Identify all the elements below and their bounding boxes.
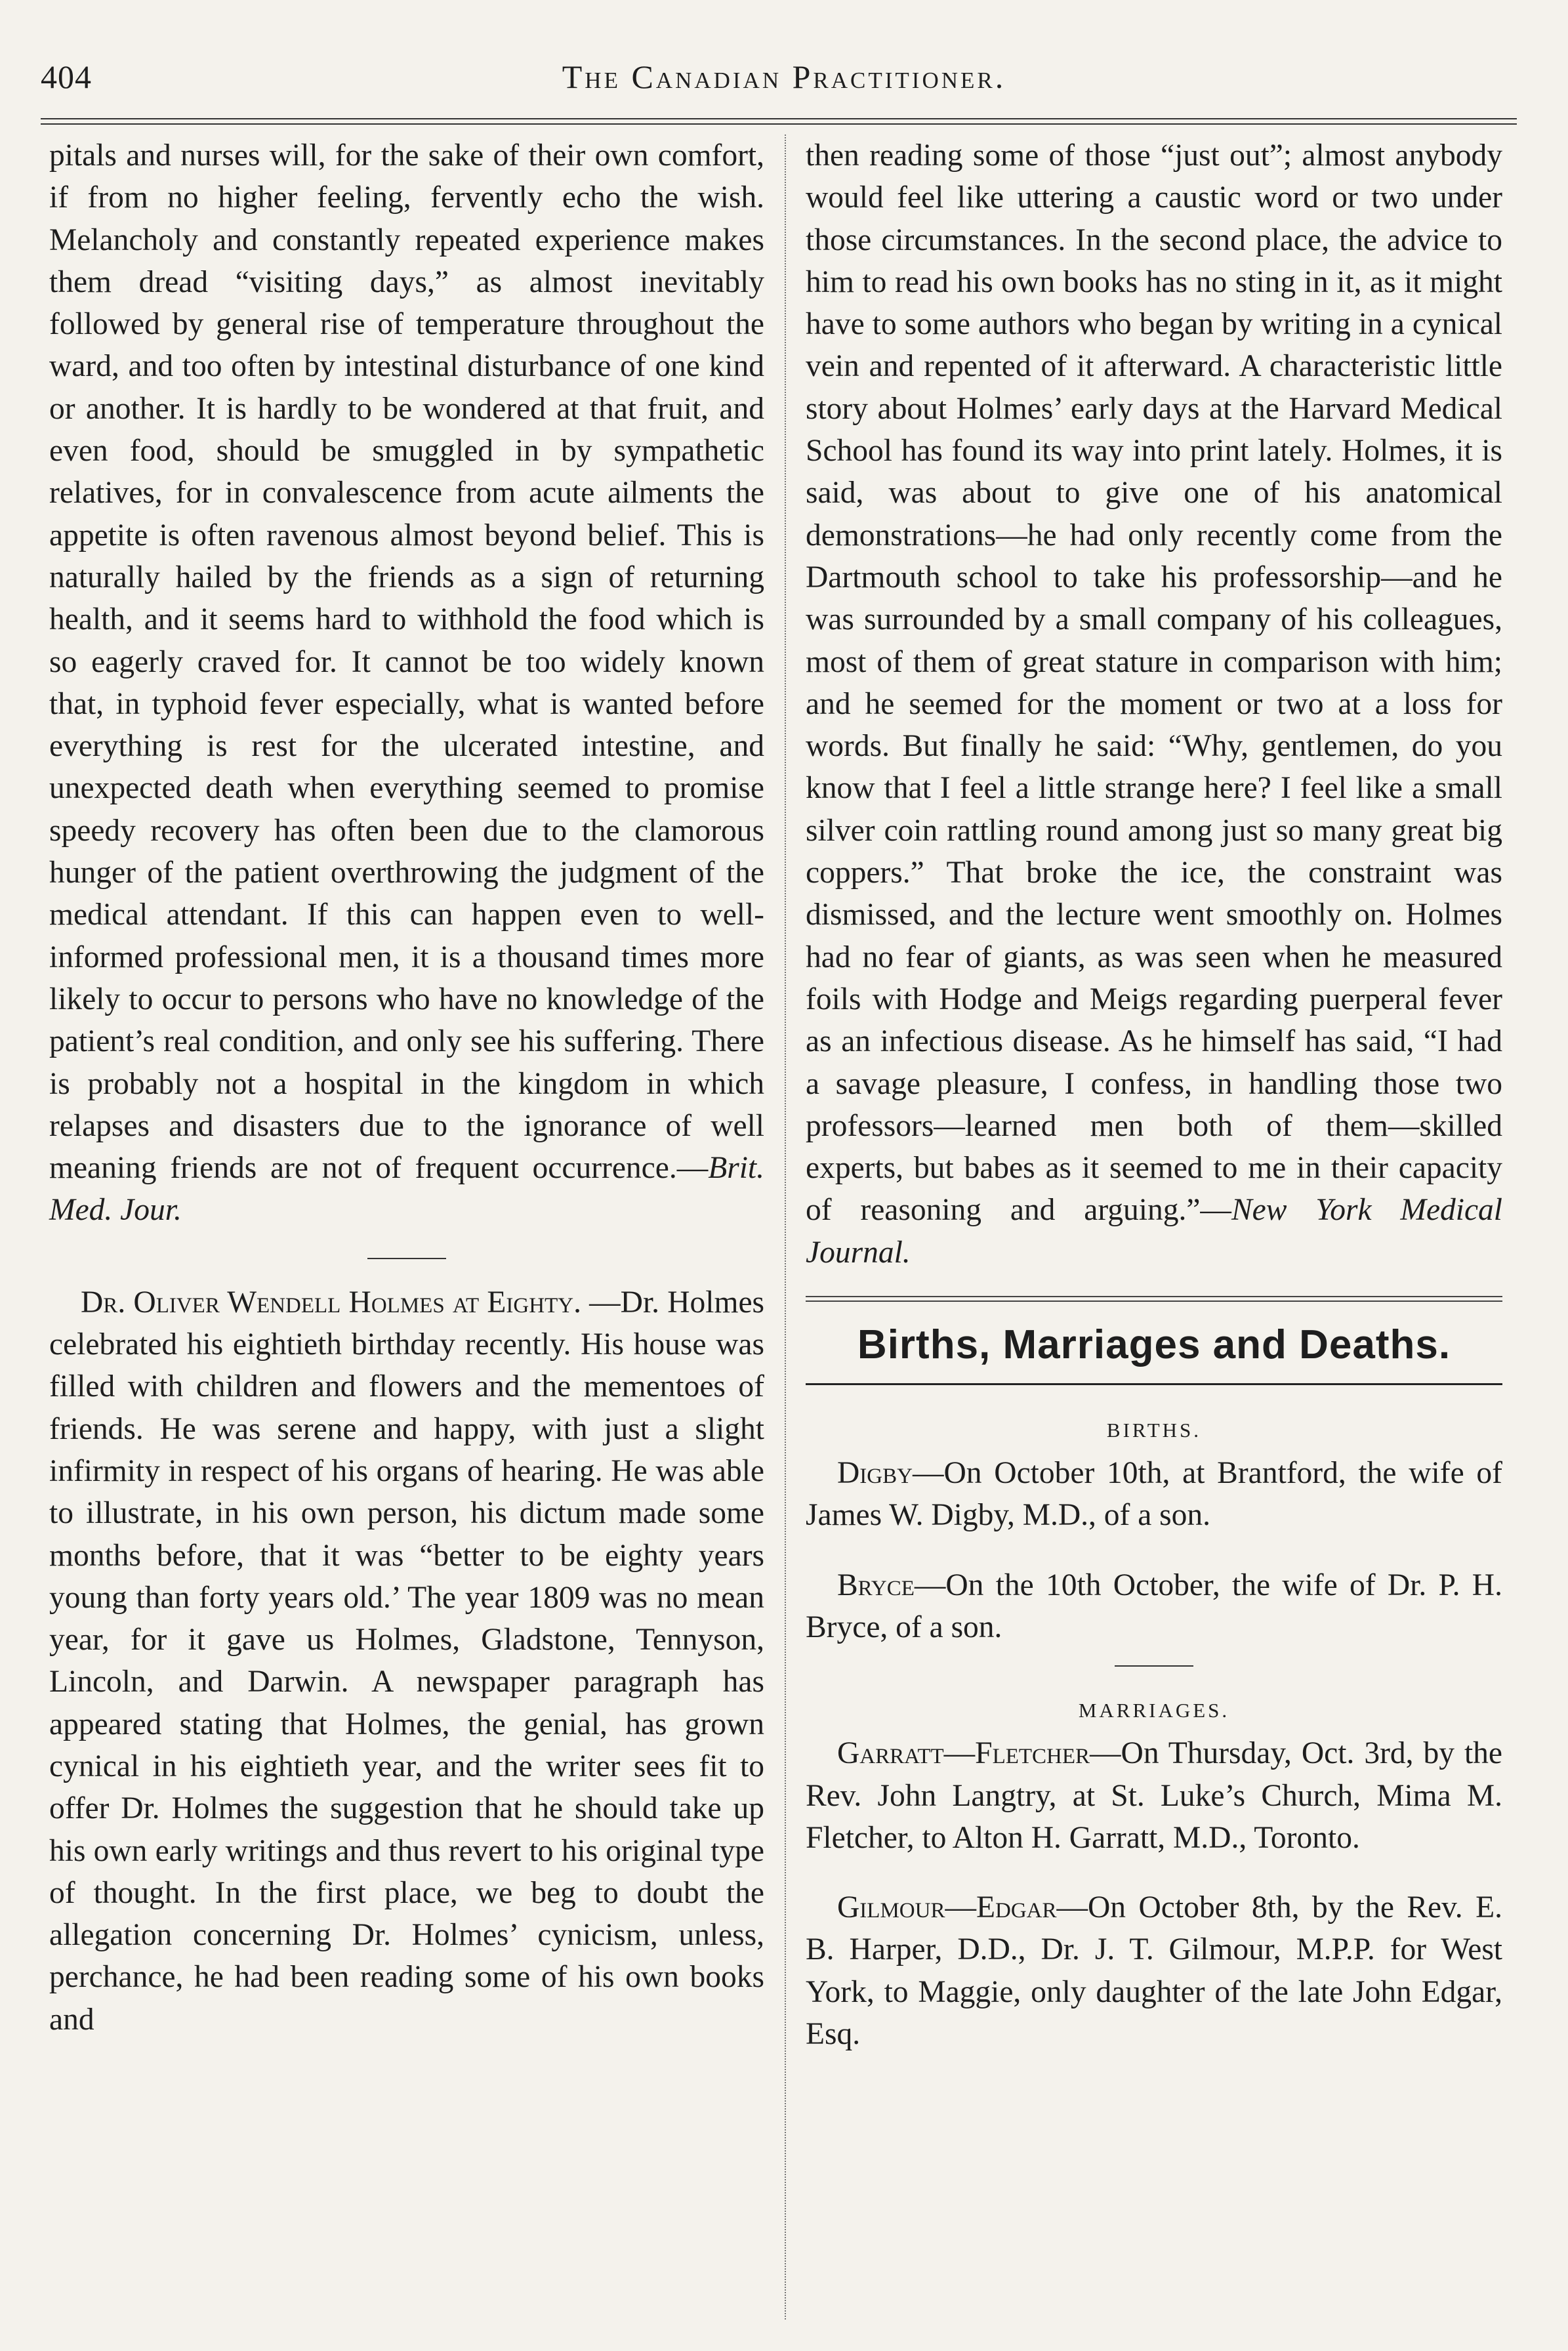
notice-text: —On Thursday, Oct. 3rd, by the Rev. John Langtry, at St. Luke’s Church, Mima M. Fletcher, to Alton H. Garratt, M.D., Toronto.: [806, 1736, 1502, 1855]
notice-name: Garratt—Fletcher: [837, 1736, 1090, 1771]
marriage-notice: [806, 1886, 1502, 2055]
article-title: Dr. Oliver Wendell Holmes at Eighty.: [81, 1285, 581, 1320]
page-header: [0, 0, 1568, 98]
birth-notice: [806, 1564, 1502, 1649]
section-double-rule: [806, 1296, 1502, 1302]
notice-text: —On the 10th October, the wife of Dr. P. H. Bryce, of a son.: [806, 1568, 1502, 1644]
section-heading: Births, Marriages and Deaths.: [857, 1322, 1451, 1368]
notice-separator: [1115, 1665, 1193, 1667]
notice-text: —On October 8th, by the Rev. E. B. Harper, D.D., Dr. J. T. Gilmour, M.P.P. for West York, to Maggie, only daughter of the late John Edgar, Esq.: [806, 1890, 1502, 2051]
article-separator: [367, 1258, 446, 1259]
holmes-article: [49, 1281, 764, 2041]
notice-name: Digby: [837, 1456, 913, 1491]
article-source: Brit. Med. Jour.: [49, 1151, 764, 1228]
heading-underline: [806, 1383, 1502, 1385]
column-divider: [785, 135, 786, 2320]
article-body: —Dr. Holmes celebrated his eightieth birthday recently. His house was filled with children and flowers and the mementoes of friends. He was serene and happy, with just a slight infirmity in respect of his organs of hearing. He was able to illustrate, in his own person, his dictum made some months before, that it was “better to be eighty years young than forty years old.’ The year 1809 was no mean year, for it gave us Holmes, Gladstone, Tennyson, Lincoln, and Darwin. A newspaper paragraph has appeared stating that Holmes, the genial, has grown cynical in his eightieth year, and the writer sees fit to offer Dr. Holmes the suggestion that he should take up his own early writings and thus revert to his original type of thought. In the first place, we beg to doubt the allegation concerning Dr. Holmes’ cynicism, unless, perchance, he had been reading some of his own books and: [49, 1285, 765, 2037]
header-double-rule: [41, 118, 1517, 125]
notice-text: —On October 10th, at Brantford, the wife of James W. Digby, M.D., of a son.: [806, 1456, 1502, 1533]
notice-name: Bryce: [837, 1568, 915, 1602]
visiting-days-article: [49, 135, 764, 1232]
running-title: The Canadian Practitioner.: [562, 58, 1006, 95]
holmes-article-continuation: [806, 135, 1502, 1274]
page-number: 404: [41, 58, 92, 95]
article-body: then reading some of those “just out”; almost anybody would feel like uttering a caustic word or two under those circumstances. In the second place, the advice to him to read his own books has no sting in it, as it might have to some authors who began by writing in a cynical vein and repented of it afterward. A characteristic little story about Holmes’ early days at the Harvard Medical School has found its way into print lately. Holmes, it is said, was about to give one of his anatomical demonstrations—he had only recently come from the Dartmouth school to take his professorship—and he was surrounded by a small company of his colleagues, most of them of great stature in comparison with him; and he seemed for the moment or two at a loss for words. But finally he said: “Why, gentlemen, do you know that I feel a little strange here? I feel like a small silver coin rattling round among just so many great big coppers.” That broke the ice, the constraint was dismissed, and the lecture went smoothly on. Holmes had no fear of giants, as was seen when he measured foils with Hodge and Meigs regarding puerperal fever as an infectious disease. As he himself has said, “I had a savage pleasure, I confess, in handling those two professors—learned men both of them—skilled experts, but babes as it seemed to me in their capacity of reasoning and arguing.”—: [806, 138, 1502, 1228]
article-source: New York Medical Journal.: [806, 1193, 1502, 1270]
birth-notice: [806, 1452, 1502, 1537]
notice-name: Gilmour—Edgar: [837, 1890, 1057, 1925]
right-column: [806, 135, 1502, 2055]
marriages-heading: MARRIAGES.: [1078, 1699, 1230, 1722]
article-body: pitals and nurses will, for the sake of their own comfort, if from no higher feeling, fervently echo the wish. Melancholy and constantly repeated experience makes them dread “visiting days,” as almost inevitably followed by general rise of temperature throughout the ward, and too often by intestinal disturbance of one kind or another. It is hardly to be wondered at that fruit, and even food, should be smuggled in by sympathetic relatives, for in convalescence from acute ailments the appetite is often ravenous almost beyond belief. This is naturally hailed by the friends as a sign of returning health, and it seems hard to withhold the food which is so eagerly craved for. It cannot be too widely known that, in typhoid fever especially, what is wanted before everything is rest for the ulcerated intestine, and unexpected death when everything seemed to promise speedy recovery has often been due to the clamorous hunger of the patient overthrowing the judgment of the medical attendant. If this can happen even to well-informed professional men, it is a thousand times more likely to occur to persons who have no knowledge of the patient’s real condition, and only see his suffering. There is probably not a hospital in the kingdom in which relapses and disasters due to the ignorance of well meaning friends are not of frequent occurrence.—: [49, 138, 764, 1186]
births-heading: BIRTHS.: [1106, 1419, 1202, 1442]
marriage-notice: [806, 1732, 1502, 1859]
left-column: [49, 135, 764, 2041]
